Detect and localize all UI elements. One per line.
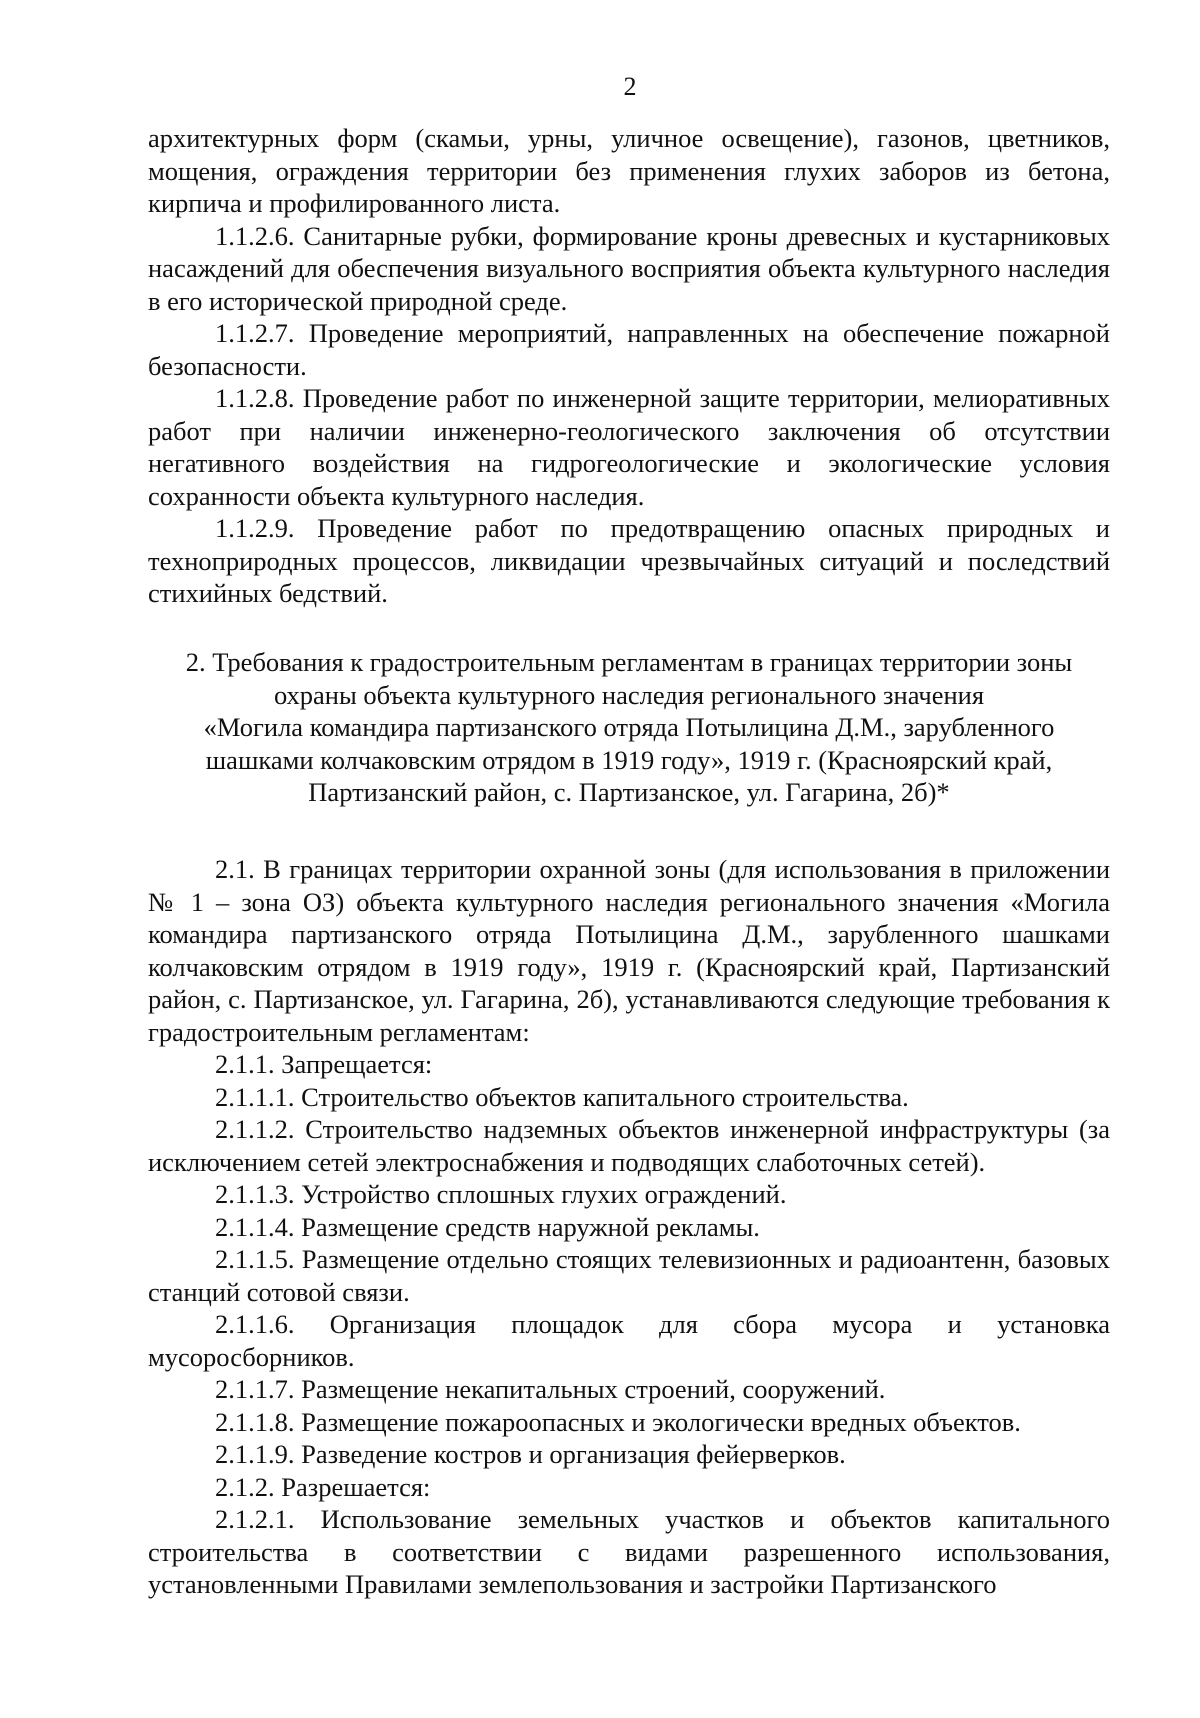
paragraph-2-1-2: 2.1.2. Разрешается: — [215, 1471, 431, 1502]
paragraph-2-1-1-3: 2.1.1.3. Устройство сплошных глухих ограждений. — [215, 1179, 787, 1209]
paragraph-2-1-1-2: 2.1.1.2. Строительство надземных объектов инженерной инфраструктуры (за исключением сетей электроснабжения и подводящих слаботочных сетей). — [148, 1114, 1110, 1177]
paragraph-1-1-2-8: 1.1.2.8. Проведение работ по инженерной защите территории, мелиоративных работ при наличии инженерно-геологического заключения об отсутствии негативного воздействия на гидрогеологические и экологические условия сохранности объекта культурного наследия. — [148, 383, 1110, 511]
paragraph-1-1-2-7: 1.1.2.7. Проведение мероприятий, направленных на обеспечение пожарной безопасности. — [148, 318, 1110, 381]
heading-line: «Могила командира партизанского отряда Потылицина Д.М., зарубленного — [203, 712, 1055, 742]
heading-line: 2. Требования к градостроительным регламентам в границах территории зоны — [185, 647, 1073, 677]
paragraph-1-1-2-6: 1.1.2.6. Санитарные рубки, формирование кроны древесных и кустарниковых насаждений для обеспечения визуального восприятия объекта культурного наследия в его исторической природной среде. — [148, 220, 1110, 316]
section-1-continuation — [148, 122, 1110, 610]
page-number: 2 — [623, 72, 637, 101]
paragraph-2-1-1-6: 2.1.1.6. Организация площадок для сбора мусора и установка мусоросборников. — [148, 1309, 1110, 1372]
paragraph-2-1-1: 2.1.1. Запрещается: — [215, 1049, 433, 1079]
paragraph-2-1-1-5: 2.1.1.5. Размещение отдельно стоящих телевизионных и радиоантенн, базовых станций сотовой связи. — [148, 1244, 1110, 1307]
paragraph-2-1-1-4: 2.1.1.4. Размещение средств наружной рекламы. — [215, 1211, 760, 1242]
paragraph-2-1-2-1: 2.1.2.1. Использование земельных участков и объектов капитального строительства в соответствии с видами разрешенного использования, установленными Правилами землепользования и застройки Партизанского — [148, 1504, 1110, 1599]
paragraph-1-1-2-9: 1.1.2.9. Проведение работ по предотвращению опасных природных и техноприродных процессов, ликвидации чрезвычайных ситуаций и последствий стихийных бедствий. — [148, 513, 1110, 608]
section-2-body — [148, 853, 1110, 1601]
heading-line: охраны объекта культурного наследия регионального значения — [273, 679, 985, 710]
heading-line: шашками колчаковским отрядом в 1919 году», 1919 г. (Красноярский край, — [205, 744, 1053, 775]
heading-line: Партизанский район, с. Партизанское, ул. Гагарина, 2б)* — [308, 777, 950, 807]
paragraph-2-1-1-9: 2.1.1.9. Разведение костров и организация фейерверков. — [215, 1439, 846, 1469]
paragraph-2-1-1-8: 2.1.1.8. Размещение пожароопасных и экологически вредных объектов. — [215, 1406, 1021, 1437]
paragraph-2-1-1-1: 2.1.1.1. Строительство объектов капитального строительства. — [215, 1081, 909, 1112]
paragraph-continuation: архитектурных форм (скамьи, урны, уличное освещение), газонов, цветников, мощения, ограждения территории без применения глухих заборов из бетона, кирпича и профилированного листа. — [148, 123, 1110, 218]
paragraph-2-1: 2.1. В границах территории охранной зоны (для использования в приложении № 1 – зона ОЗ) объекта культурного наследия регионального значения «Могила командира партизанского отряда Потылицина Д.М., зарубленного шашками колчаковским отрядом в 1919 году», 1919 г. (Красноярский край, Партизанский район, с. Партизанское, ул. Гагарина, 2б), устанавливаются следующие требования к градостроительным регламентам: — [148, 854, 1110, 1047]
paragraph-2-1-1-7: 2.1.1.7. Размещение некапитальных строений, сооружений. — [215, 1374, 886, 1404]
section-2-heading — [148, 646, 1110, 809]
